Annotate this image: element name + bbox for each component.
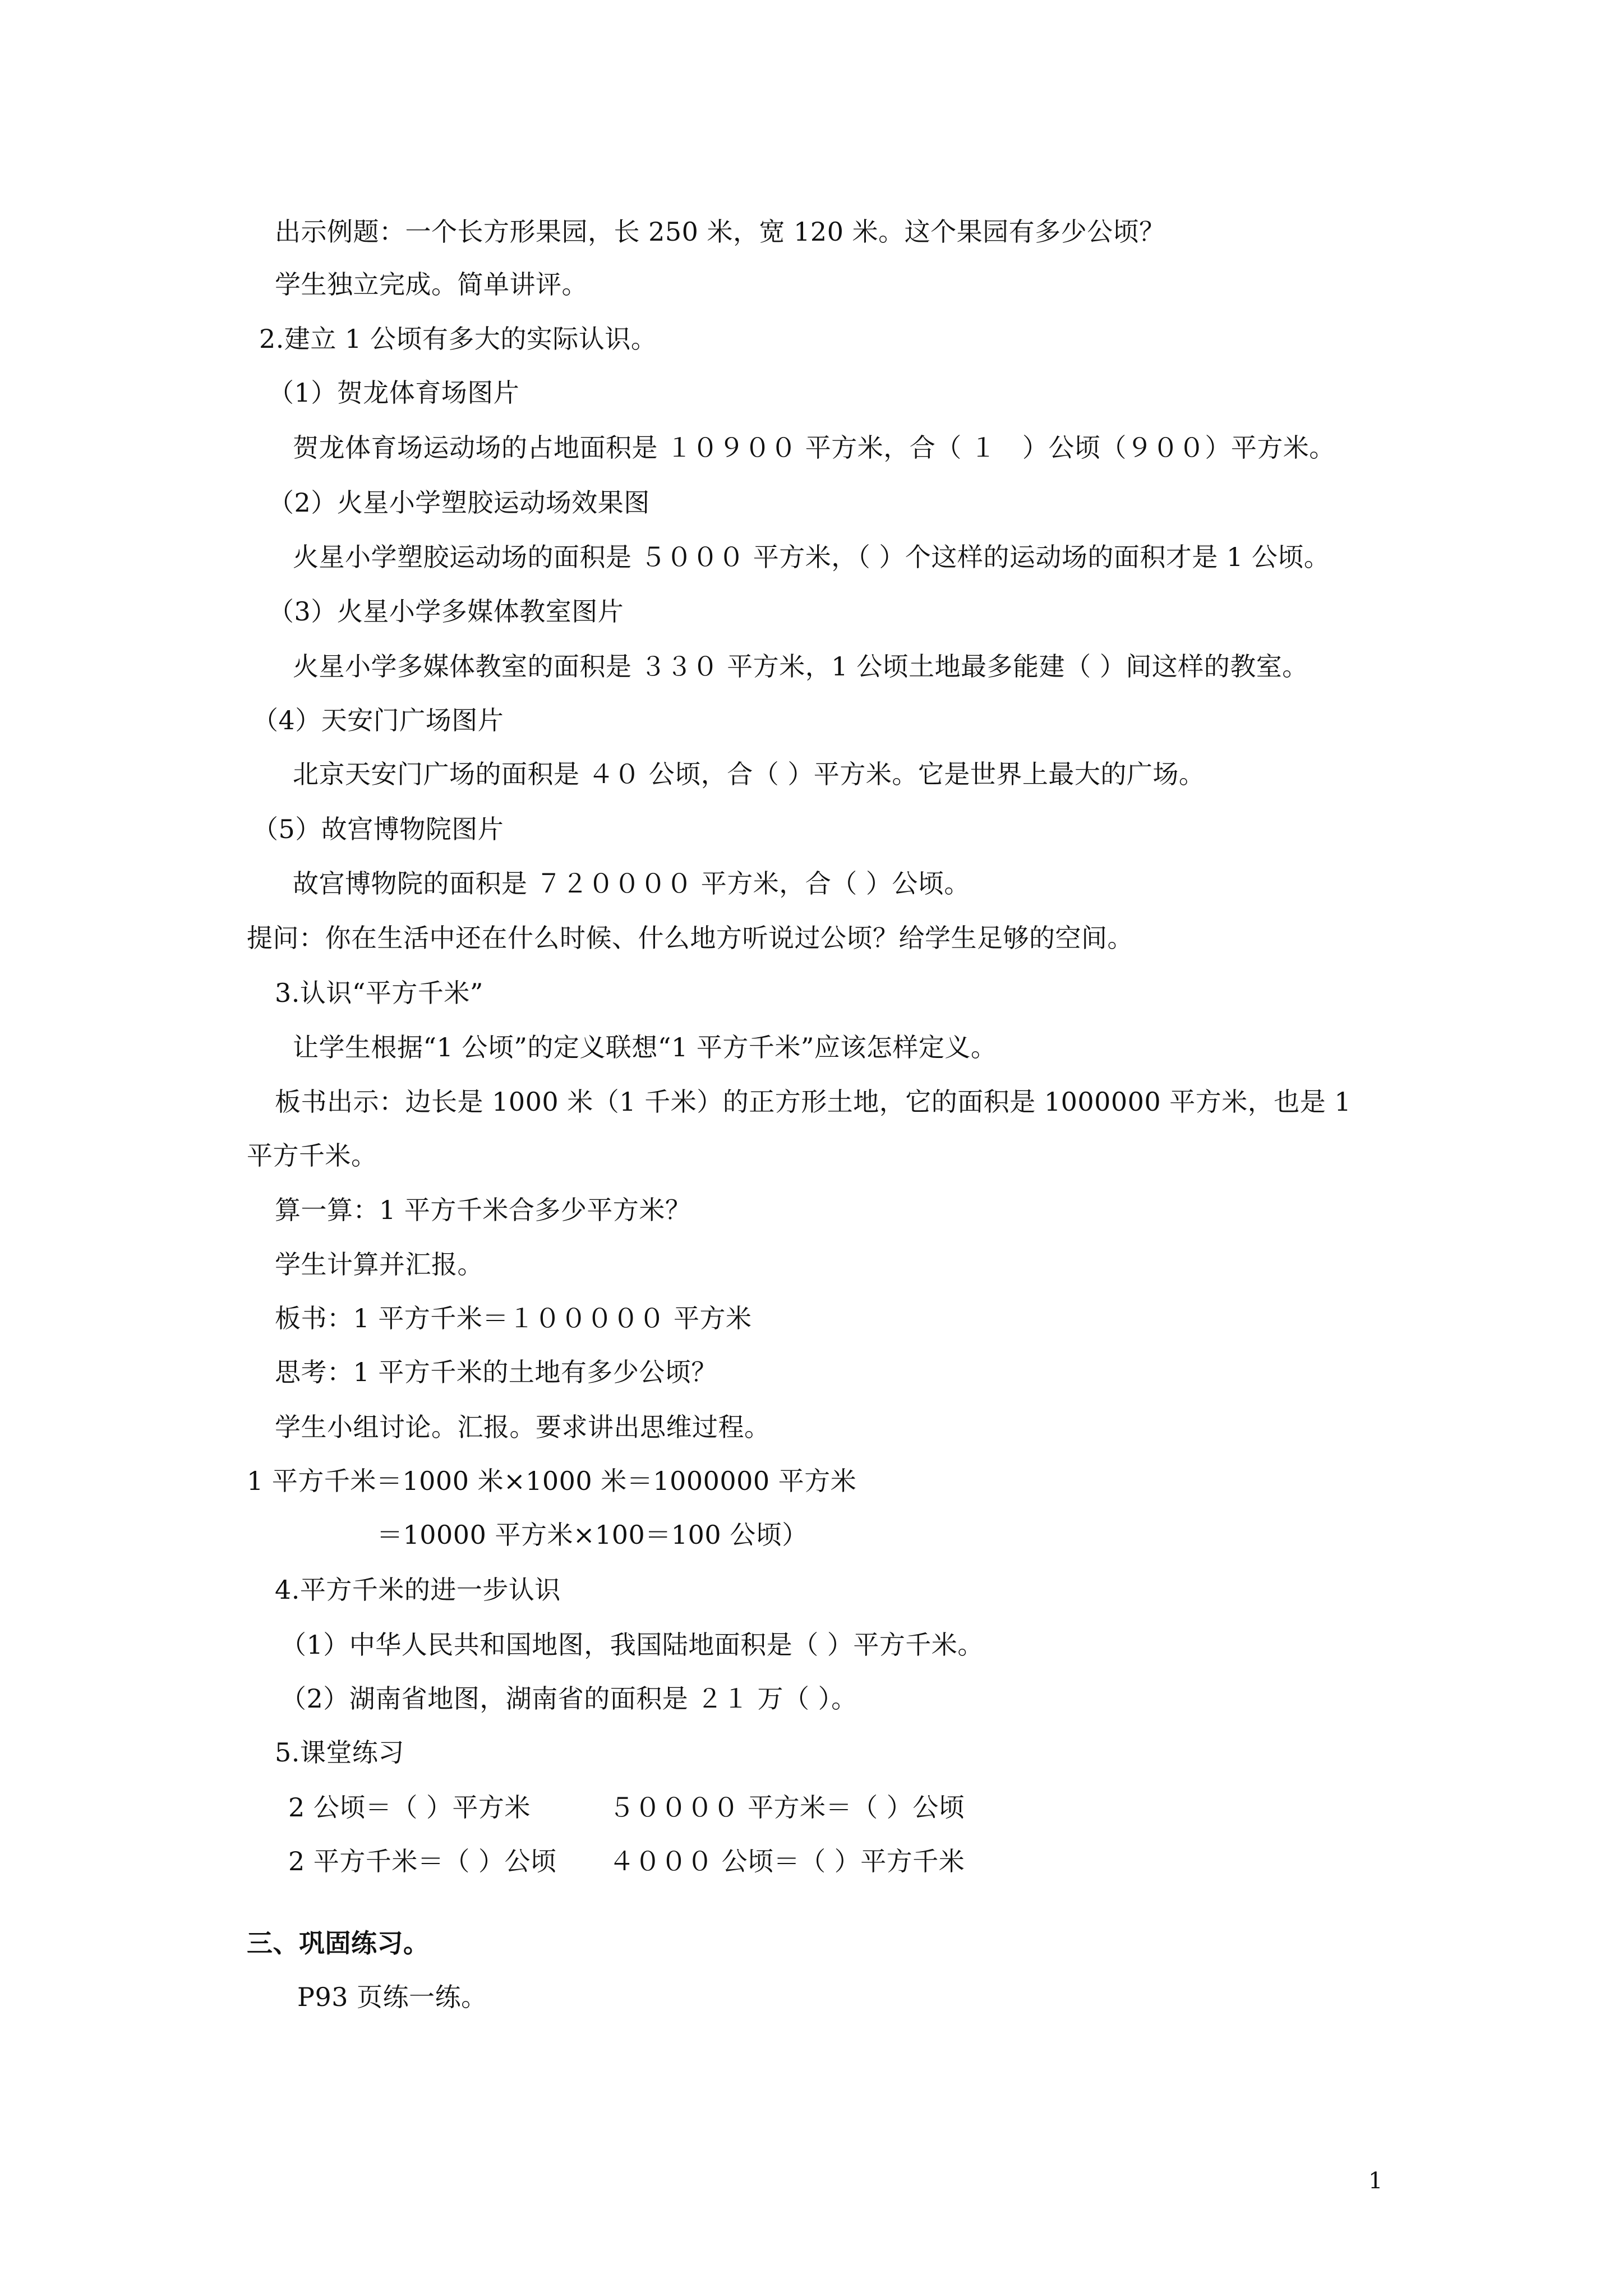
text-line: ＝10000 平方米×100＝100 公顷） <box>377 1520 808 1550</box>
text-line: 让学生根据“1 公顷”的定义联想“1 平方千米”应该怎样定义。 <box>293 1032 997 1062</box>
text-line: 故宫博物院的面积是 ７２００００ 平方米，合（ ）公顷。 <box>293 868 970 899</box>
text-line: （3）火星小学多媒体教室图片 <box>268 596 624 627</box>
text-line: 板书：1 平方千米＝１０００００ 平方米 <box>275 1303 752 1333</box>
text-line: 出示例题：一个长方形果园，长 250 米，宽 120 米。这个果园有多少公顷？ <box>275 217 1165 247</box>
text-line: （5）故宫博物院图片 <box>252 814 504 844</box>
text-line: 2 平方千米＝（ ）公顷 ４０００ 公顷＝（ ）平方千米 <box>288 1846 965 1876</box>
text-line: 板书出示：边长是 1000 米（1 千米）的正方形土地，它的面积是 1000000 平方米，也是 1 <box>275 1087 1352 1117</box>
text-line: 3.认识“平方千米” <box>275 978 483 1008</box>
text-line: 学生计算并汇报。 <box>275 1249 483 1280</box>
text-line: （2）火星小学塑胶运动场效果图 <box>268 487 650 518</box>
text-line: （1）中华人民共和国地图，我国陆地面积是（ ）平方千米。 <box>280 1630 984 1660</box>
text-line: 2 公顷＝（ ）平方米 ５００００ 平方米＝（ ）公顷 <box>288 1792 965 1823</box>
section-heading: 三、巩固练习。 <box>247 1928 430 1958</box>
text-line: 2.建立 1 公顷有多大的实际认识。 <box>259 324 657 354</box>
text-line: 5.课堂练习 <box>275 1737 404 1768</box>
text-line: （2）湖南省地图，湖南省的面积是 ２１ 万（ ）。 <box>280 1683 857 1714</box>
text-line: P93 页练一练。 <box>297 1982 487 2012</box>
page-number: 1 <box>1368 2168 1383 2194</box>
text-line: 学生小组讨论。汇报。要求讲出思维过程。 <box>275 1412 771 1442</box>
text-line: 提问：你在生活中还在什么时候、什么地方听说过公顷？给学生足够的空间。 <box>247 923 1133 953</box>
text-line: 火星小学塑胶运动场的面积是 ５０００ 平方米，（ ）个这样的运动场的面积才是 1 公顷。 <box>293 542 1330 572</box>
text-line: 算一算：1 平方千米合多少平方米？ <box>275 1195 691 1225</box>
text-line: 1 平方千米＝1000 米×1000 米＝1000000 平方米 <box>247 1466 857 1496</box>
text-line: 4.平方千米的进一步认识 <box>275 1575 561 1605</box>
text-line: （4）天安门广场图片 <box>252 705 504 735</box>
text-line: 火星小学多媒体教室的面积是 ３３０ 平方米，1 公顷土地最多能建（ ）间这样的教室。 <box>293 651 1308 682</box>
text-line: 思考：1 平方千米的土地有多少公顷？ <box>275 1357 717 1387</box>
text-line: 学生独立完成。简单讲评。 <box>275 269 588 300</box>
text-line: 北京天安门广场的面积是 ４０ 公顷，合（ ）平方米。它是世界上最大的广场。 <box>293 759 1205 789</box>
text-line: 贺龙体育场运动场的占地面积是 １０９００ 平方米，合（ １ ）公顷（９００）平方米。 <box>293 432 1335 463</box>
text-line: 平方千米。 <box>247 1140 377 1171</box>
text-line: （1）贺龙体育场图片 <box>268 378 520 408</box>
